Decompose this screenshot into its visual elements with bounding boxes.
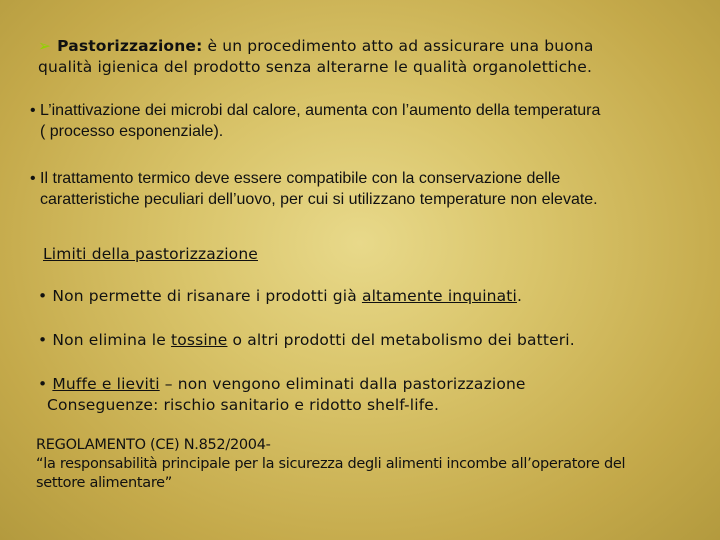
limit-item-2-prefix: • Non elimina le (38, 331, 172, 349)
bullet-thermal-line-2: caratteristiche peculiari dell’uovo, per cui si utilizzano temperature non elevate. (40, 191, 598, 208)
limit-item-1-suffix: . (516, 287, 523, 305)
limit-item-1-underlined: altamente inquinati (361, 287, 517, 305)
bullet-inactivation (30, 100, 600, 142)
definition-line-1 (38, 36, 593, 57)
definition-line-2: qualità igienica del prodotto senza alterarne le qualità organolettiche. (38, 58, 593, 76)
limit-item-3-line-2: Conseguenze: rischio sanitario e ridotto shelf-life. (47, 396, 440, 414)
regulation-block (36, 436, 625, 493)
definition-block (38, 36, 593, 78)
limit-item-1-prefix: • Non permette di risanare i prodotti già (38, 287, 362, 305)
limits-heading-text: Limiti della pastorizzazione (43, 245, 258, 263)
bullet-inactivation-line-2: ( processo esponenziale). (40, 123, 224, 140)
bullet-thermal-treatment (30, 168, 598, 210)
limits-heading (43, 245, 258, 263)
bullet-inactivation-line-1: • L’inattivazione dei microbi dal calore, aumenta con l’aumento della temperatura (30, 102, 601, 119)
limit-item-3-underlined: Muffe e lieviti (52, 375, 160, 393)
definition-term: Pastorizzazione: (57, 37, 203, 55)
arrow-bullet-icon: ➢ (38, 37, 52, 55)
definition-text-1: è un procedimento atto ad assicurare una buona (202, 37, 594, 55)
limit-item-3-suffix: – non vengono eliminati dalla pastorizzazione (159, 375, 526, 393)
limit-item-3-line-1 (38, 374, 526, 395)
limit-item-3-prefix: • (38, 375, 53, 393)
bullet-thermal-line-1: • Il trattamento termico deve essere compatibile con la conservazione delle (30, 170, 561, 187)
limit-item-2-underlined: tossine (171, 331, 228, 349)
limit-item-2 (38, 331, 575, 349)
limit-item-1 (38, 287, 522, 305)
limit-item-2-suffix: o altri prodotti del metabolismo dei batteri. (227, 331, 575, 349)
limit-item-3 (38, 374, 526, 416)
regulation-quote-line-1: “la responsabilità principale per la sicurezza degli alimenti incombe all’operatore del (36, 456, 626, 472)
regulation-title: REGOLAMENTO (CE) N.852/2004- (36, 437, 271, 453)
regulation-quote-line-2: settore alimentare” (36, 475, 173, 491)
